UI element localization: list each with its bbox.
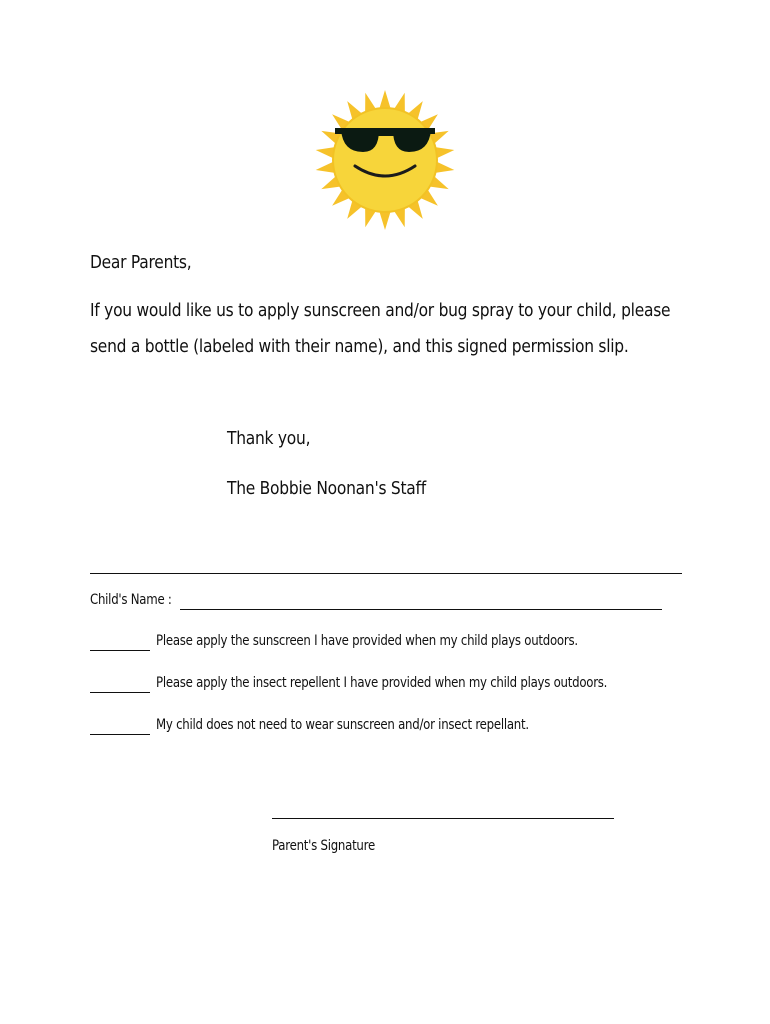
signoff: The Bobbie Noonan's Staff [227, 478, 426, 499]
body-line-2: send a bottle (labeled with their name), and this signed permission slip. [90, 336, 629, 357]
option-none-label: My child does not need to wear sunscreen and/or insect repellant. [156, 717, 529, 733]
body-line-1: If you would like us to apply sunscreen and/or bug spray to your child, please [90, 300, 671, 321]
sun-with-sunglasses-icon [313, 86, 457, 230]
separator-line [90, 573, 682, 574]
parent-signature-field[interactable] [272, 806, 614, 819]
option-sunscreen-label: Please apply the sunscreen I have provided when my child plays outdoors. [156, 633, 578, 649]
option-sunscreen-blank[interactable] [90, 637, 150, 651]
option-repellent-label: Please apply the insect repellent I have provided when my child plays outdoors. [156, 675, 608, 691]
child-name-row [90, 592, 172, 608]
option-none-blank[interactable] [90, 721, 150, 735]
option-repellent-blank[interactable] [90, 679, 150, 693]
child-name-field[interactable] [180, 596, 662, 610]
child-name-label: Child's Name : [90, 592, 172, 608]
signature-label: Parent's Signature [272, 838, 375, 854]
closing: Thank you, [227, 428, 311, 449]
salutation: Dear Parents, [90, 252, 192, 273]
